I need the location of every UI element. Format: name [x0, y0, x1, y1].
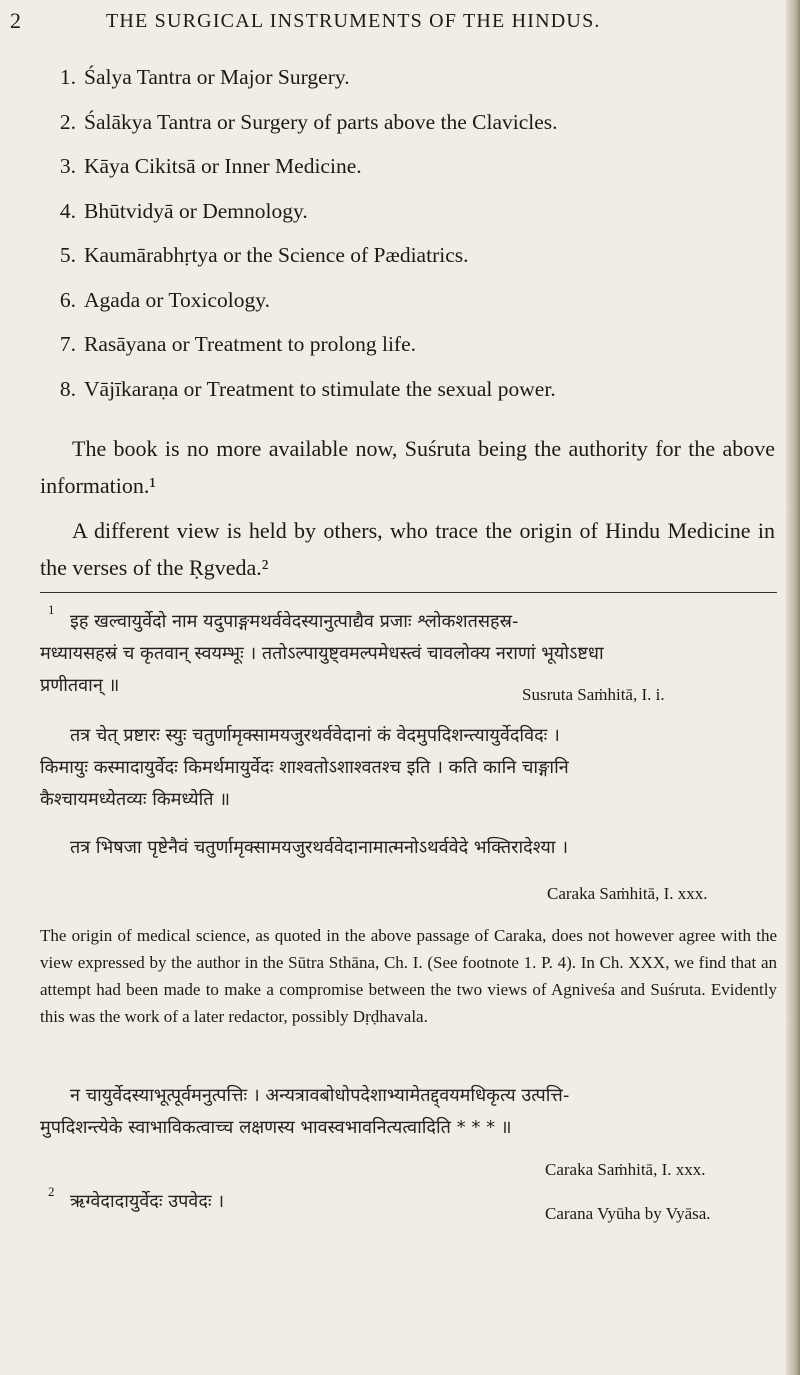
- list-item: [40, 285, 780, 330]
- list-item: [40, 62, 780, 107]
- sanskrit-line: प्रणीतवान् ॥: [40, 675, 120, 696]
- source-citation: Caraka Saṁhitā, I. xxx.: [547, 884, 708, 903]
- sanskrit-line: तत्र चेत् प्रष्टारः स्युः चतुर्णामृक्सामयजुरथर्ववेदानां कं वेदमुपदिशन्त्यायुर्वेदविदः ।: [70, 725, 560, 746]
- page-edge: [786, 0, 800, 1375]
- list-item-number: 2.: [59, 109, 76, 134]
- list-item-number: 7.: [59, 332, 76, 356]
- list-item-text: Kāya Cikitsā or Inner Medicine.: [84, 154, 362, 178]
- list-item-text: Bhūtvidyā or Demnology.: [84, 198, 308, 223]
- sanskrit-quote: [40, 606, 777, 702]
- list-item-text: Vājīkaraṇa or Treatment to stimulate the sexual power.: [84, 376, 556, 401]
- list-item: [40, 374, 780, 419]
- footnote-commentary: The origin of medical science, as quoted in the above passage of Caraka, does not however agree with the view expressed by the author in the Sūtra Sthāna, Ch. I. (See footnote 1. P. 4). In Ch. XXX, we find that an attempt had been made to make a compromise between the two views of Agniveśa and Suśruta. Evidently this was the work of a later redactor, possibly Dṛḍhavala.: [40, 926, 777, 1026]
- paragraph-rgveda: A different view is held by others, who trace the origin of Hindu Medicine in the verses of the Ṛgveda.²: [40, 518, 775, 580]
- page-number: 2: [10, 8, 21, 33]
- list-item-number: 8.: [59, 376, 76, 401]
- source-citation: Susruta Saṁhitā, I. i.: [522, 685, 665, 704]
- list-item: [40, 240, 780, 285]
- footnote-marker: 1: [48, 602, 55, 617]
- sanskrit-line: तत्र भिषजा पृष्टेनैवं चतुर्णामृक्सामयजुरथर्ववेदानामात्मनोऽथर्ववेदे भक्तिरादेश्या ।: [70, 837, 569, 858]
- paragraph-authority: The book is no more available now, Suśruta being the authority for the above information.¹: [40, 436, 775, 498]
- sanskrit-line: कैश्चायमध्येतव्यः किमध्येति ॥: [40, 789, 231, 810]
- running-head: [10, 8, 770, 38]
- list-item-number: 3.: [59, 154, 76, 178]
- sanskrit-line: न चायुर्वेदस्याभूत्पूर्वमनुत्पत्तिः । अन्यत्रावबोधोपदेशाभ्यामेतद्द्वयमधिकृत्य उत्पत्ति-: [70, 1085, 570, 1106]
- list-item-text: Kaumārabhṛtya or the Science of Pædiatrics.: [84, 243, 469, 267]
- source-citation: Caraka Saṁhitā, I. xxx.: [545, 1160, 706, 1179]
- sanskrit-line: इह खल्वायुर्वेदो नाम यदुपाङ्गमथर्ववेदस्यानुत्पाद्यैव प्रजाः श्लोकशतसहस्र-: [70, 611, 519, 632]
- list-item: [40, 329, 780, 374]
- footnote-caraka-2: [40, 1080, 777, 1144]
- sanskrit-line: मध्यायसहस्रं च कृतवान् स्वयम्भूः । ततोऽल्पायुष्ट्वमल्पमेधस्त्वं चावलोक्य नराणां भूयोऽष्टधा: [40, 643, 604, 664]
- running-title: THE SURGICAL INSTRUMENTS OF THE HINDUS.: [106, 10, 601, 32]
- list-item: [40, 107, 780, 152]
- source-citation: Carana Vyūha by Vyāsa.: [545, 1204, 711, 1223]
- list-item-text: Agada or Toxicology.: [84, 287, 270, 312]
- list-item-text: Śalya Tantra or Major Surgery.: [84, 65, 350, 89]
- list-item-number: 1.: [59, 65, 76, 89]
- list-item: [40, 151, 780, 196]
- footnote-caraka: [40, 720, 777, 864]
- sanskrit-quote: [40, 1080, 777, 1144]
- footnote-rule: [40, 592, 777, 593]
- list-item-number: 4.: [59, 198, 76, 223]
- branches-list: [40, 62, 780, 418]
- sanskrit-line: किमायुः कस्मादायुर्वेदः किमर्थमायुर्वेदः शाश्वतोऽशाश्वतश्च इति । कति कानि चाङ्गानि: [40, 757, 569, 778]
- list-item: [40, 196, 780, 241]
- list-item-text: Rasāyana or Treatment to prolong life.: [84, 332, 416, 356]
- list-item-text: Śalākya Tantra or Surgery of parts above the Clavicles.: [84, 109, 558, 134]
- footnote-marker: 2: [48, 1184, 55, 1199]
- sanskrit-line: मुपदिशन्त्येके स्वाभाविकत्वाच्च लक्षणस्य भावस्वभावनित्यत्वादिति * * * ॥: [40, 1117, 512, 1138]
- sanskrit-quote: [40, 720, 777, 864]
- sanskrit-line: ऋग्वेदादायुर्वेदः उपवेदः ।: [70, 1191, 225, 1212]
- list-item-number: 6.: [59, 287, 76, 312]
- list-item-number: 5.: [59, 243, 76, 267]
